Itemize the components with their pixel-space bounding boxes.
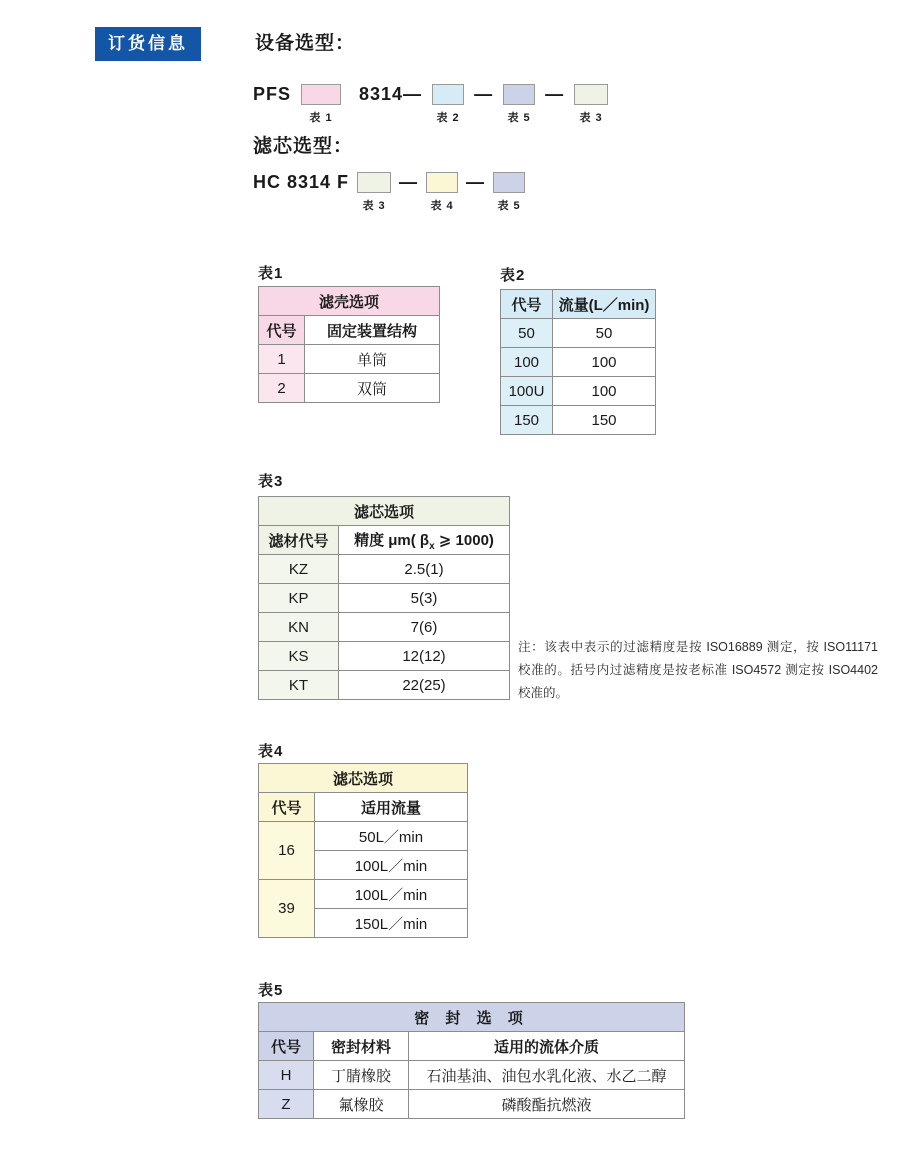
table1-label: 表1 xyxy=(258,265,284,282)
table5-header-material: 密封材料 xyxy=(314,1032,409,1061)
table2-cell: 100 xyxy=(501,348,553,377)
table5-header-fluid: 适用的流体介质 xyxy=(409,1032,685,1061)
table3-cell: 7(6) xyxy=(339,613,510,642)
table3-header-media-code: 滤材代号 xyxy=(259,526,339,555)
table-row xyxy=(259,613,510,642)
table1-placeholder-box xyxy=(301,84,341,105)
table1-header-code: 代号 xyxy=(259,316,305,345)
table4-code-cell: 39 xyxy=(259,880,315,938)
separator-dash: — xyxy=(466,172,486,192)
table5-title-cell: 密 封 选 项 xyxy=(259,1003,685,1032)
table2-cell: 150 xyxy=(553,406,656,435)
table4-header-flow: 适用流量 xyxy=(315,793,468,822)
table2-cell: 50 xyxy=(553,319,656,348)
table3-cell: 12(12) xyxy=(339,642,510,671)
table5-placeholder-box xyxy=(493,172,525,193)
table3-cell: 5(3) xyxy=(339,584,510,613)
table3-cell: 22(25) xyxy=(339,671,510,700)
table2-ref-label: 表 2 xyxy=(436,112,460,124)
element-selection-title: 滤芯选型： xyxy=(253,136,354,157)
table5-cell: 氟橡胶 xyxy=(314,1090,409,1119)
formula-slot-flow xyxy=(432,84,464,125)
table5-cell: Z xyxy=(259,1090,314,1119)
table4-code-cell: 16 xyxy=(259,822,315,880)
table2-header-flow: 流量(L／min) xyxy=(553,290,656,319)
formula-slot-seal xyxy=(503,84,535,125)
precision-text: 精度 μm( β xyxy=(354,531,430,549)
table3-cell: KS xyxy=(259,642,339,671)
table3-cell: KT xyxy=(259,671,339,700)
table5-label: 表5 xyxy=(258,982,284,999)
formula-slot-media xyxy=(357,172,391,213)
table2-header-code: 代号 xyxy=(501,290,553,319)
filtration-standard-note: 注：该表中表示的过滤精度是按 ISO16889 测定，按 ISO11171 校准的。括号内过滤精度是按老标准 ISO4572 测定按 ISO4402 校准的。 xyxy=(518,640,878,701)
table-row xyxy=(259,584,510,613)
table2-cell: 100 xyxy=(553,348,656,377)
table4-title-cell: 滤芯选项 xyxy=(259,764,468,793)
table3-media-options xyxy=(258,496,510,700)
table3-ref-label: 表 3 xyxy=(579,112,603,124)
table-row xyxy=(259,345,440,374)
table-row xyxy=(259,1061,685,1090)
table5-cell: 丁腈橡胶 xyxy=(314,1061,409,1090)
table-row xyxy=(501,348,656,377)
table3-cell: KN xyxy=(259,613,339,642)
table-row xyxy=(259,880,468,909)
table5-cell: H xyxy=(259,1061,314,1090)
table4-header-code: 代号 xyxy=(259,793,315,822)
table4-placeholder-box xyxy=(426,172,458,193)
table3-header-precision xyxy=(339,526,510,555)
table-row xyxy=(259,1090,685,1119)
table5-ref-label: 表 5 xyxy=(497,200,521,212)
table2-cell: 100 xyxy=(553,377,656,406)
table4-label: 表4 xyxy=(258,743,284,760)
table5-cell: 石油基油、油包水乳化液、水乙二醇 xyxy=(409,1061,685,1090)
formula-slot-seal xyxy=(493,172,525,213)
table-row xyxy=(259,822,468,851)
device-selection-title: 设备选型： xyxy=(255,33,356,54)
table-row xyxy=(259,642,510,671)
device-model-number: 8314— xyxy=(359,84,423,104)
table2-placeholder-box xyxy=(432,84,464,105)
precision-text: ⩾ 1000) xyxy=(434,531,494,549)
table-row xyxy=(501,319,656,348)
table-row xyxy=(501,406,656,435)
table1-housing-options xyxy=(258,286,440,403)
table5-seal-options xyxy=(258,1002,685,1119)
element-model-formula xyxy=(253,172,525,213)
formula-slot-media xyxy=(574,84,608,125)
formula-slot-housing xyxy=(301,84,341,125)
table3-placeholder-box xyxy=(357,172,391,193)
table5-placeholder-box xyxy=(503,84,535,105)
table4-flow-cell: 50L／min xyxy=(315,822,468,851)
table1-cell: 双筒 xyxy=(305,374,440,403)
table4-flow-cell: 150L／min xyxy=(315,909,468,938)
table4-ref-label: 表 4 xyxy=(430,200,454,212)
table3-cell: KZ xyxy=(259,555,339,584)
table3-label: 表3 xyxy=(258,473,284,490)
separator-dash: — xyxy=(474,84,494,104)
table4-flow-cell: 100L／min xyxy=(315,880,468,909)
table-row xyxy=(501,377,656,406)
ordering-info-badge: 订货信息 xyxy=(95,27,201,61)
table3-ref-label: 表 3 xyxy=(362,200,386,212)
table1-cell: 2 xyxy=(259,374,305,403)
device-prefix: PFS xyxy=(253,84,292,104)
table-row xyxy=(259,671,510,700)
table3-placeholder-box xyxy=(574,84,608,105)
table5-ref-label: 表 5 xyxy=(507,112,531,124)
table4-element-flow-options xyxy=(258,763,468,938)
table2-label: 表2 xyxy=(500,267,526,284)
formula-slot-element-flow xyxy=(426,172,458,213)
beta-subscript: x xyxy=(429,540,435,552)
table4-flow-cell: 100L／min xyxy=(315,851,468,880)
table1-cell: 1 xyxy=(259,345,305,374)
table1-cell: 单筒 xyxy=(305,345,440,374)
separator-dash: — xyxy=(545,84,565,104)
table3-cell: KP xyxy=(259,584,339,613)
table1-header-structure: 固定装置结构 xyxy=(305,316,440,345)
table5-header-code: 代号 xyxy=(259,1032,314,1061)
table2-cell: 100U xyxy=(501,377,553,406)
separator-dash: — xyxy=(399,172,419,192)
table-row xyxy=(259,374,440,403)
table2-cell: 50 xyxy=(501,319,553,348)
table2-flow-options xyxy=(500,289,656,435)
device-model-formula xyxy=(253,84,608,125)
table3-cell: 2.5(1) xyxy=(339,555,510,584)
table1-ref-label: 表 1 xyxy=(309,112,333,124)
table5-cell: 磷酸酯抗燃液 xyxy=(409,1090,685,1119)
table3-title-cell: 滤芯选项 xyxy=(259,497,510,526)
table2-cell: 150 xyxy=(501,406,553,435)
table-row xyxy=(259,555,510,584)
table1-title-cell: 滤壳选项 xyxy=(259,287,440,316)
element-prefix: HC 8314 F xyxy=(253,172,350,192)
